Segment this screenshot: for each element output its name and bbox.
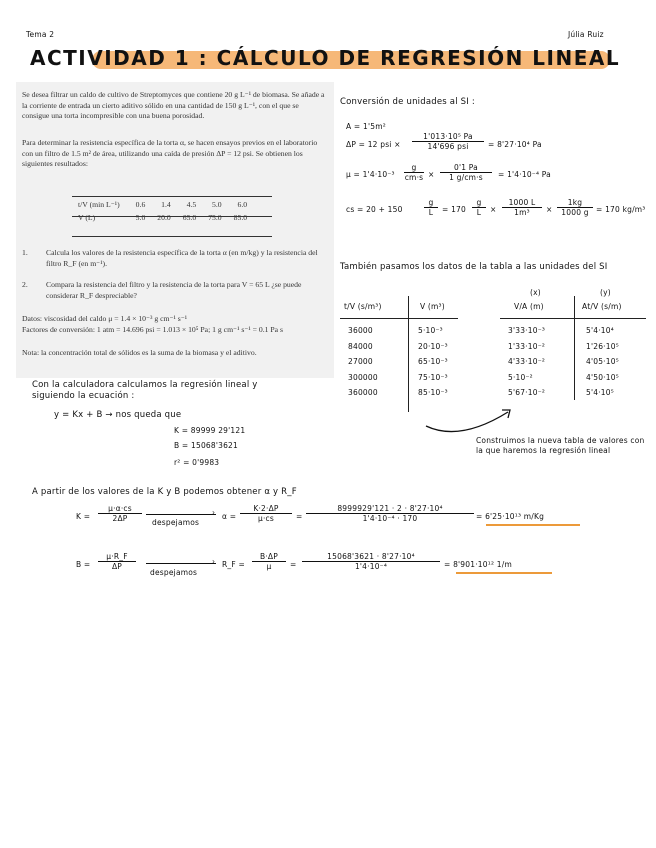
table-cell: 1.4 bbox=[161, 200, 171, 209]
RF-den: μ bbox=[266, 562, 272, 571]
table-cell: 3'33·10⁻³ bbox=[508, 326, 546, 335]
factores-line: Factores de conversión: 1 atm = 14.696 psi = 1.013 × 10⁵ Pa; 1 g cm⁻¹ s⁻¹ = 0.1 Pa s bbox=[22, 325, 283, 334]
regression-equation: y = Kx + B → nos queda que bbox=[54, 410, 182, 420]
solids-factor2-den: 1000 g bbox=[561, 208, 589, 217]
alpha-sub-num: 8999929'121 · 2 · 8'27·10⁴ bbox=[306, 504, 474, 514]
si-table-vline bbox=[408, 296, 409, 412]
K-den: 2ΔP bbox=[112, 514, 128, 523]
RF-lhs: R_F = bbox=[222, 560, 245, 569]
datos-line: Datos: viscosidad del caldo μ = 1.4 × 10⁻³ g cm⁻¹ s⁻¹ bbox=[22, 314, 188, 323]
table-cell: 75.0 bbox=[208, 213, 222, 222]
pressure-fraction bbox=[412, 132, 484, 151]
table-cell: 36000 bbox=[348, 326, 373, 335]
RF-sub-num: 15068'3621 · 8'27·10⁴ bbox=[302, 552, 440, 562]
solids-result: = 170 kg/m³ bbox=[596, 205, 646, 214]
K-num: μ·α·cs bbox=[98, 504, 142, 514]
viscosity-factor-num: 0'1 Pa bbox=[440, 163, 492, 173]
new-table-hline bbox=[500, 318, 646, 319]
RF-result: = 8'901·10¹² 1/m bbox=[444, 560, 512, 569]
times-sign-3: × bbox=[546, 205, 553, 214]
RF-sub-fraction bbox=[302, 552, 440, 571]
alpha-fraction bbox=[240, 504, 292, 523]
table-cell: 4.5 bbox=[186, 200, 197, 209]
viscosity-result: = 1'4·10⁻⁴ Pa bbox=[498, 170, 551, 179]
new-table-note: Construimos la nueva tabla de valores con la que haremos la regresión lineal bbox=[476, 436, 645, 455]
viscosity-unit-fraction bbox=[404, 163, 424, 182]
B-num: μ·R_F bbox=[98, 552, 136, 562]
new-table-vline bbox=[574, 296, 575, 400]
solids-unit-fraction bbox=[424, 198, 438, 217]
x-axis-label: (x) bbox=[530, 288, 541, 297]
alpha-den: μ·cs bbox=[258, 514, 274, 523]
table-cell: 75·10⁻³ bbox=[418, 372, 448, 382]
alpha-sub-fraction bbox=[306, 504, 474, 523]
pressure-num: 1'013·10⁵ Pa bbox=[412, 132, 484, 142]
RF-num: B·ΔP bbox=[252, 552, 286, 562]
table-cell: 0.6 bbox=[135, 200, 146, 209]
arrow-head-icon-2: › bbox=[212, 557, 216, 566]
pressure-result: = 8'27·10⁴ Pa bbox=[488, 140, 542, 149]
arrow-line-2 bbox=[146, 563, 216, 564]
table-row bbox=[72, 198, 253, 211]
table-cell: 1'26·10⁵ bbox=[586, 341, 619, 351]
q2-number: 2. bbox=[22, 280, 28, 289]
conversion-heading: Conversión de unidades al SI : bbox=[340, 97, 475, 107]
equals-sign: = bbox=[296, 512, 303, 521]
table-cell: 84000 bbox=[348, 341, 373, 351]
solids-factor2-num: 1kg bbox=[557, 198, 593, 208]
solids-factor1-den: 1m³ bbox=[514, 208, 530, 217]
si-table-col-2 bbox=[418, 326, 448, 397]
table-cell: 4'05·10⁵ bbox=[586, 357, 619, 366]
alpha-sub-den: 1'4·10⁻⁴ · 170 bbox=[362, 514, 418, 523]
B-fraction bbox=[98, 552, 136, 571]
row-label: V (L) bbox=[78, 213, 96, 222]
q1-number: 1. bbox=[22, 248, 28, 257]
table-cell: 27000 bbox=[348, 357, 373, 366]
table-cell: 4'50·10⁵ bbox=[586, 372, 619, 382]
table-bottom-rule bbox=[72, 236, 272, 237]
problem-statement bbox=[16, 82, 334, 378]
alpha-lhs: α = bbox=[222, 512, 237, 521]
arrow-head-icon: › bbox=[212, 508, 216, 517]
table-cell: 85·10⁻³ bbox=[418, 388, 448, 397]
solids-unit-num-2: g bbox=[472, 198, 486, 208]
si-table-header-1: t/V (s/m³) bbox=[344, 302, 382, 311]
table-cell: 6.0 bbox=[237, 200, 248, 209]
problem-paragraph-1: Se desea filtrar un caldo de cultivo de Streptomyces que contiene 20 g L⁻¹ de biomasa. Se añade a la corriente de entrada un cierto aditivo sólido en una cantidad de 150 g L⁻¹, con el que se consigue una torta incompresible con una buena porosidad. bbox=[22, 90, 325, 120]
solids-left: cs = 20 + 150 bbox=[346, 205, 403, 214]
table-cell: 5.0 bbox=[135, 213, 146, 222]
table-cell: 20.0 bbox=[157, 213, 171, 222]
page-title: ACTIVIDAD 1 : CÁLCULO DE REGRESIÓN LINEAL bbox=[30, 46, 621, 70]
equals-sign-2: = bbox=[290, 560, 297, 569]
new-table-col-1 bbox=[508, 326, 545, 397]
si-table-hline bbox=[340, 318, 458, 319]
table-cell: 5'4·10⁴ bbox=[586, 326, 614, 335]
table-cell: 4'33·10⁻² bbox=[508, 357, 546, 366]
question-1: Calcula los valores de la resistencia específica de la torta α (en m/kg) y la resistencia del filtro R_F (en m⁻¹). bbox=[46, 248, 318, 268]
K-fraction bbox=[98, 504, 142, 523]
table-cell: 360000 bbox=[348, 388, 378, 397]
viscosity-factor-den: 1 g/cm·s bbox=[449, 173, 483, 182]
row-label: t/V (min L⁻¹) bbox=[78, 200, 120, 209]
K-value: K = 89999 29'121 bbox=[174, 426, 246, 435]
author-name: Júlia Ruiz bbox=[568, 30, 604, 39]
y-axis-label: (y) bbox=[600, 288, 611, 297]
alpha-intro: A partir de los valores de la K y B podemos obtener α y R_F bbox=[32, 487, 297, 497]
viscosity-factor-fraction bbox=[440, 163, 492, 182]
solids-unit-den: L bbox=[428, 208, 434, 217]
viscosity-unit-den: cm·s bbox=[404, 173, 424, 182]
table-cell: 5·10⁻² bbox=[508, 372, 533, 382]
table-mid-rule bbox=[72, 216, 272, 217]
question-2: Compara la resistencia del filtro y la resistencia de la torta para V = 65 L ¿se puede considerar R_F despreciable? bbox=[46, 280, 302, 300]
despejamos-label: despejamos bbox=[152, 518, 200, 527]
B-lhs: B = bbox=[76, 560, 91, 569]
pressure-left: ΔP = 12 psi × bbox=[346, 140, 401, 149]
RF-fraction bbox=[252, 552, 286, 571]
pressure-den: 14'696 psi bbox=[427, 142, 469, 151]
new-table-col-2 bbox=[586, 326, 619, 397]
nota-line: Nota: la concentración total de sólidos es la suma de la biomasa y el aditivo. bbox=[22, 348, 257, 357]
table-cell: 5'67·10⁻² bbox=[508, 388, 546, 397]
data-table bbox=[72, 198, 253, 224]
solids-mid: = 170 bbox=[442, 205, 466, 214]
solids-unit-num: g bbox=[424, 198, 438, 208]
alpha-result: = 6'25·10¹³ m/Kg bbox=[476, 512, 545, 521]
viscosity-unit-num: g bbox=[404, 163, 424, 173]
alpha-num: K·2·ΔP bbox=[240, 504, 292, 514]
despejamos-label-2: despejamos bbox=[150, 568, 198, 577]
table-cell: 5·10⁻³ bbox=[418, 326, 443, 335]
r2-value: r² = 0'9983 bbox=[174, 458, 220, 467]
regression-intro: Con la calculadora calculamos la regresión lineal y siguiendo la ecuación : bbox=[32, 380, 258, 401]
topic-label: Tema 2 bbox=[26, 30, 55, 39]
table-cell: 5.0 bbox=[212, 200, 222, 209]
solids-unit-den-2: L bbox=[476, 208, 482, 217]
RF-result-underline bbox=[456, 572, 552, 574]
si-table-col-1 bbox=[348, 326, 378, 397]
table-cell: 1'33·10⁻² bbox=[508, 341, 546, 351]
table-cell: 65·10⁻³ bbox=[418, 357, 448, 366]
table-cell: 85.0 bbox=[233, 213, 248, 222]
times-sign: × bbox=[428, 170, 435, 179]
B-value: B = 15068'3621 bbox=[174, 441, 239, 450]
solids-factor2-fraction bbox=[557, 198, 593, 217]
alpha-result-underline bbox=[486, 524, 580, 526]
solids-factor1-fraction bbox=[502, 198, 542, 217]
K-lhs: K = bbox=[76, 512, 91, 521]
times-sign-2: × bbox=[490, 205, 497, 214]
table-top-rule bbox=[72, 196, 272, 197]
table-cell: 5'4·10⁵ bbox=[586, 388, 614, 397]
table-cell: 300000 bbox=[348, 372, 378, 382]
viscosity-left: μ = 1'4·10⁻³ bbox=[346, 170, 395, 179]
table-row bbox=[72, 211, 253, 224]
area-value: A = 1'5m² bbox=[346, 122, 386, 131]
problem-paragraph-2: Para determinar la resistencia específica de la torta α, se hacen ensayos previos en el laboratorio con un filtro de 1.5 m² de área, utilizando una caída de presión ΔP = 12 psi. Se obtienen los siguientes resultados: bbox=[22, 138, 318, 168]
solids-unit-fraction-2 bbox=[472, 198, 486, 217]
si-table-note: También pasamos los datos de la tabla a las unidades del SI bbox=[340, 262, 608, 272]
B-den: ΔP bbox=[111, 562, 123, 571]
new-table-header-2: At/V (s/m) bbox=[582, 302, 622, 311]
si-table-header-2: V (m³) bbox=[420, 302, 445, 311]
new-table-header-1: V/A (m) bbox=[514, 302, 544, 311]
RF-sub-den: 1'4·10⁻⁴ bbox=[354, 562, 388, 571]
table-cell: 65.0 bbox=[182, 213, 197, 222]
arrow-line bbox=[146, 514, 216, 515]
solids-factor1-num: 1000 L bbox=[502, 198, 542, 208]
table-cell: 20·10⁻³ bbox=[418, 341, 448, 351]
